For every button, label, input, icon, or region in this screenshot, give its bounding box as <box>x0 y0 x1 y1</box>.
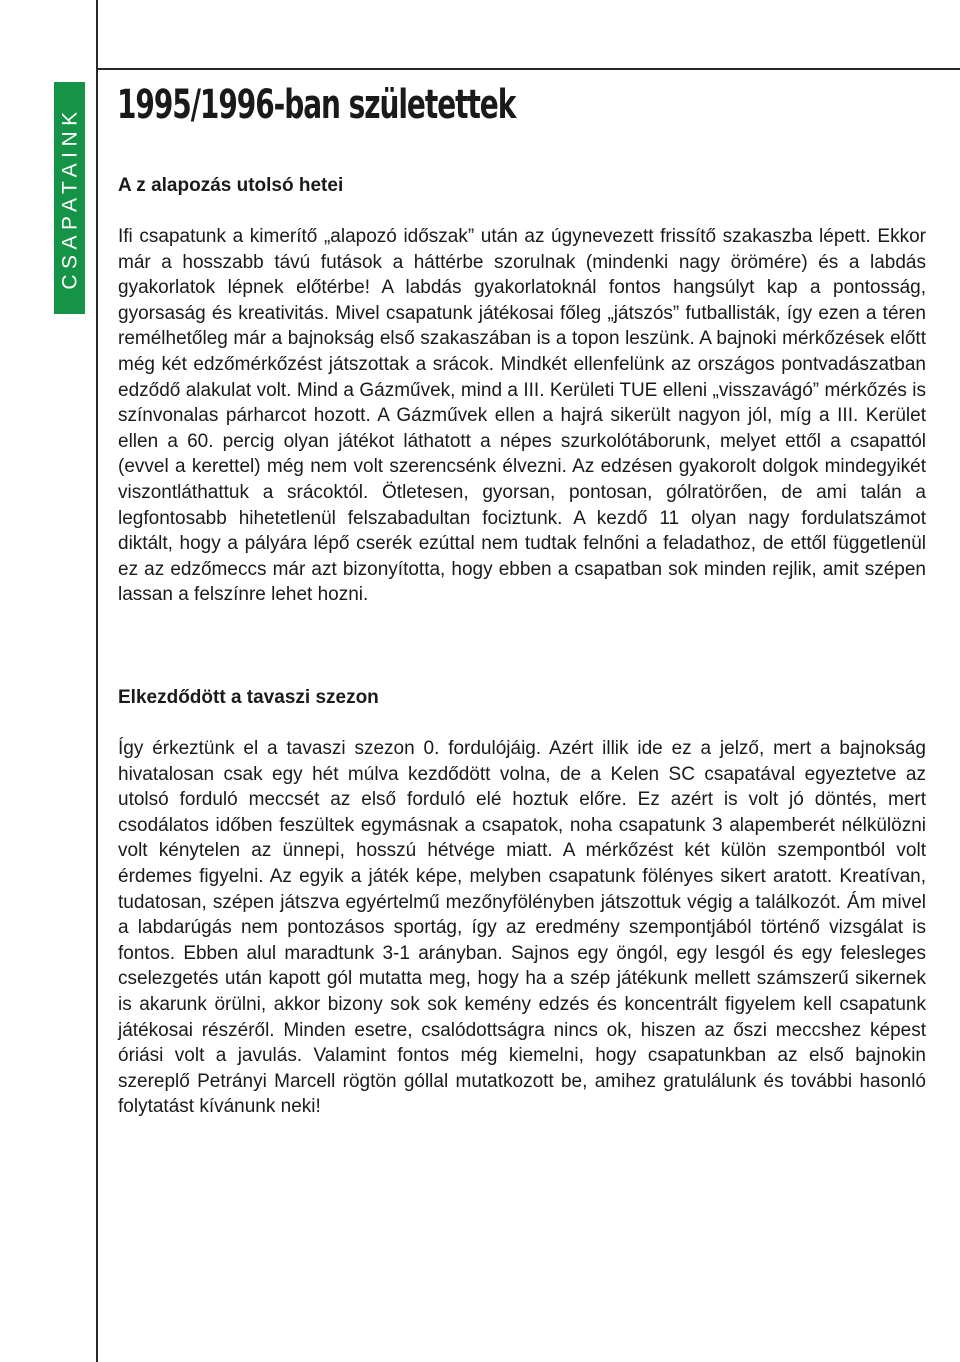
margin-vertical-rule <box>96 0 98 1362</box>
page-title: 1995/1996-ban születettek <box>117 82 516 128</box>
article-heading: A z alapozás utolsó hetei <box>118 175 344 196</box>
section-tab <box>54 82 85 314</box>
header-horizontal-rule <box>96 68 960 70</box>
article-heading: Elkezdődött a tavaszi szezon <box>118 687 379 708</box>
article-body: Így érkeztünk el a tavaszi szezon 0. fordulójáig. Azért illik ide ez a jelző, mert a bajnokság hivatalosan csak egy hét múlva kezdődött volna, de a Kelen SC csapatával egyeztetve az utolsó forduló meccsét az első forduló elé hoztuk előre. Ez azért is volt jó döntés, mert csodálatos időben feszültek egymásnak a csapatok, noha csapatunk 3 alapemberét nélkülözni volt kénytelen az ünnepi, hosszú hétvége miatt. A mérkőzést két külön szempontból volt érdemes figyelni. Az egyik a játék képe, melyben csapatunk fölényes sikert aratott. Kreatívan, tudatosan, szépen játszva egyértelmű mezőnyfölényben játszottuk végig a találkozót. Ám mivel a labdarúgás nem pontozásos sportág, így az eredmény szempontjából történő vizsgálat is fontos. Ebben alul maradtunk 3-1 arányban. Sajnos egy öngól, egy lesgól és egy felesleges cselezgetés után kapott gól mutatta meg, hogy ha a szép játékunk mellett számszerű sikernek is akarunk örülni, akkor bizony sok sok kemény edzés és koncentrált figyelem kell csapatunk játékosai részéről. Minden esetre, csalódottságra nincs ok, hiszen az őszi meccshez képest óriási volt a javulás. Valamint fontos még kiemelni, hogy csapatunkban az első bajnokin szereplő Petrányi Marcell rögtön góllal mutatkozott be, amihez gratulálunk és további hasonló folytatást kívánunk neki! <box>118 738 926 1118</box>
article-section-spring-season <box>118 684 926 1120</box>
article-section-preseason <box>118 172 926 608</box>
article-body: Ifi csapatunk a kimerítő „alapozó időszak” után az úgynevezett frissítő szakaszba lépett. Ekkor már a hosszabb távú futások a háttérbe szorulnak (mindenki nagy örömére) és a labdás gyakorlatok lépnek előtérbe! A labdás gyakorlatoknál fontos hangsúlyt kap a pontosság, gyorsaság és kreativitás. Mivel csapatunk játékosai főleg „játszós” futballisták, így ezen a téren remélhetőleg már a bajnokság első szakaszában is a topon leszünk. A bajnoki mérkőzések előtt még két edzőmérkőzést játszottak a srácok. Mindkét ellenfelünk az országos pontvadászatban edződő alakulat volt. Mind a Gázművek, mind a III. Kerületi TUE elleni „visszavágó” mérkőzés is színvonalas párharcot hozott. A Gázművek ellen a hajrá sikerült nagyon jól, míg a III. Kerület ellen a 60. percig olyan játékot láthatott a népes szurkolótáborunk, melyet ettől a csapattól (evvel a kerettel) még nem volt szerencsénk élvezni. Az edzésen gyakorolt dolgok mindegyikét viszontláthattuk a srácoktól. Ötletesen, gyorsan, pontosan, gólratörően, de ami talán a legfontosabb hihetetlenül felszabadultan fociztunk. A kezdő 11 olyan nagy fordulatszámot diktált, hogy a pályára lépő cserék ezúttal nem tudtak felnőni a feladathoz, de ettől függetlenül ez az edzőmeccs már azt bizonyította, hogy ebben a csapatban sok minden rejlik, amit szépen lassan a felszínre lehet hozni. <box>118 226 926 606</box>
section-tab-label: CSAPATAINK <box>58 106 81 290</box>
